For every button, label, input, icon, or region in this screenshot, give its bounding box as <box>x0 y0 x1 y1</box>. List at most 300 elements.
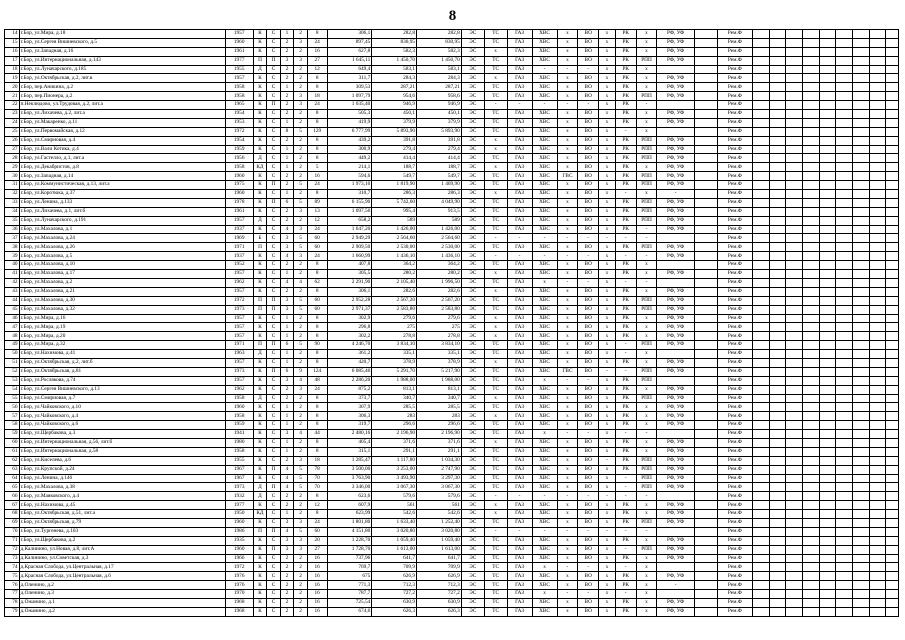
table-cell <box>869 118 886 127</box>
table-cell: х <box>599 261 616 270</box>
table-cell: С <box>267 518 281 527</box>
table-cell: РПП <box>636 394 657 403</box>
table-cell: 54 <box>5 385 20 394</box>
table-cell <box>694 118 717 127</box>
table-cell: 1961 <box>225 47 253 56</box>
table-cell: РПП <box>636 545 657 554</box>
table-cell: ЭС <box>461 563 484 572</box>
table-cell: ЭС <box>461 581 484 590</box>
table-cell <box>836 172 853 181</box>
table-cell <box>869 207 886 216</box>
table-cell: - <box>615 278 636 287</box>
table-cell <box>869 65 886 74</box>
table-cell <box>836 296 853 305</box>
table-cell: 582,3 <box>372 47 417 56</box>
table-cell <box>819 465 836 474</box>
table-cell <box>869 492 886 501</box>
table-cell <box>694 270 717 279</box>
table-cell <box>869 154 886 163</box>
table-cell <box>753 483 770 492</box>
table-cell <box>836 456 853 465</box>
table-cell <box>769 92 786 101</box>
table-cell: х <box>599 92 616 101</box>
table-cell: 1 <box>280 30 294 39</box>
table-cell: С <box>267 510 281 519</box>
table-cell <box>852 350 869 359</box>
table-cell <box>753 412 770 421</box>
table-cell: х <box>599 314 616 323</box>
table-cell: 63 <box>5 465 20 474</box>
table-cell <box>852 536 869 545</box>
table-cell <box>769 412 786 421</box>
table-cell: ГАЗ <box>507 92 532 101</box>
table-cell: ТС <box>484 181 507 190</box>
table-cell <box>852 430 869 439</box>
table-cell: 3 <box>280 430 294 439</box>
table-cell <box>753 216 770 225</box>
table-cell <box>819 136 836 145</box>
table-cell <box>886 163 899 172</box>
table-cell <box>694 163 717 172</box>
table-cell: х <box>599 198 616 207</box>
table-cell: 2 <box>294 590 308 599</box>
table-cell <box>753 127 770 136</box>
table-cell: х <box>557 412 578 421</box>
table-cell: РФ, УФ <box>657 367 694 376</box>
table-cell: ГАЗ <box>507 56 532 65</box>
table-cell: 1957 <box>225 314 253 323</box>
table-cell: 3 <box>294 101 308 110</box>
table-cell <box>769 421 786 430</box>
table-cell <box>786 38 803 47</box>
table-cell: РПП <box>636 296 657 305</box>
table-cell: ЭС <box>461 438 484 447</box>
table-cell: - <box>615 234 636 243</box>
table-cell <box>869 465 886 474</box>
table-cell: 279,4 <box>417 145 462 154</box>
table-cell: РФ, УФ <box>657 447 694 456</box>
table-cell: г.Бор, ул.Ленина, д.146 <box>19 474 225 483</box>
table-cell: г.Бор, ул.Вали Котика, д.4 <box>19 145 225 154</box>
table-cell <box>869 127 886 136</box>
table-cell <box>786 296 803 305</box>
table-cell <box>769 447 786 456</box>
table-cell <box>694 314 717 323</box>
table-cell <box>836 492 853 501</box>
table-cell: 3 <box>280 243 294 252</box>
table-cell: Д <box>253 65 267 74</box>
table-cell: 2 <box>294 83 308 92</box>
table-row <box>5 438 899 447</box>
table-cell: 2 <box>280 599 294 608</box>
table-cell: 371,6 <box>417 438 462 447</box>
table-cell: х <box>599 358 616 367</box>
table-cell: 3 <box>280 56 294 65</box>
table-cell <box>869 572 886 581</box>
table-cell: 3 020,80 <box>372 527 417 536</box>
table-cell: г.Бор, ул.Макаренко, д.11 <box>19 118 225 127</box>
table-cell <box>819 287 836 296</box>
table-cell: 59 <box>5 430 20 439</box>
table-cell: 42 <box>5 278 20 287</box>
table-cell: К <box>253 101 267 110</box>
table-cell <box>803 172 820 181</box>
table-cell: ЭС <box>461 536 484 545</box>
table-cell: 287,21 <box>417 83 462 92</box>
table-cell: ЭС <box>461 252 484 261</box>
table-cell: 1959 <box>225 421 253 430</box>
table-cell: 1954 <box>225 110 253 119</box>
table-cell <box>836 510 853 519</box>
table-cell: 306,3 <box>327 412 372 421</box>
table-cell <box>786 536 803 545</box>
table-cell: К <box>253 110 267 119</box>
table-cell: ГАЗ <box>507 198 532 207</box>
table-cell <box>836 136 853 145</box>
table-cell <box>836 376 853 385</box>
table-cell <box>753 323 770 332</box>
table-cell <box>819 252 836 261</box>
table-cell <box>819 190 836 199</box>
table-cell: 1932 <box>225 492 253 501</box>
table-cell: РК <box>615 296 636 305</box>
table-cell <box>886 92 899 101</box>
table-cell: КД <box>253 163 267 172</box>
table-cell: 8 <box>307 510 327 519</box>
table-cell <box>869 590 886 599</box>
table-cell: ЭС <box>461 110 484 119</box>
table-cell: П <box>267 545 281 554</box>
table-cell: ВО <box>578 412 599 421</box>
table-cell <box>694 136 717 145</box>
table-cell: РФ, УФ <box>657 465 694 474</box>
table-cell: РК <box>615 518 636 527</box>
table-cell <box>869 110 886 119</box>
table-cell: 8 <box>307 118 327 127</box>
table-cell: ТС <box>484 376 507 385</box>
table-cell: С <box>267 74 281 83</box>
table-cell: 24 <box>307 101 327 110</box>
table-cell: х <box>636 358 657 367</box>
table-cell: Рем.Ф <box>717 278 752 287</box>
table-cell: ВО <box>578 145 599 154</box>
table-cell <box>869 563 886 572</box>
table-cell: х <box>484 270 507 279</box>
table-cell: 5 <box>294 234 308 243</box>
table-cell: К <box>253 145 267 154</box>
table-cell: ТС <box>484 350 507 359</box>
table-cell: 6 085,46 <box>327 367 372 376</box>
table-cell: С <box>267 403 281 412</box>
table-cell: С <box>267 92 281 101</box>
table-cell: 2 <box>294 554 308 563</box>
table-cell: 275 <box>372 323 417 332</box>
table-cell <box>886 438 899 447</box>
table-cell: РФ, УФ <box>657 421 694 430</box>
table-cell <box>657 278 694 287</box>
table-cell: ХВС <box>532 225 557 234</box>
table-cell <box>786 110 803 119</box>
table-row <box>5 394 899 403</box>
table-cell: РФ, УФ <box>657 599 694 608</box>
table-cell: х <box>599 278 616 287</box>
table-cell: ХВС <box>532 350 557 359</box>
table-cell: С <box>267 394 281 403</box>
table-cell <box>753 385 770 394</box>
table-cell: ГАЗ <box>507 74 532 83</box>
table-cell: РК <box>615 56 636 65</box>
table-cell <box>753 492 770 501</box>
table-cell: 1973 <box>225 367 253 376</box>
table-cell <box>886 474 899 483</box>
table-cell: 14 <box>5 30 20 39</box>
table-cell: - <box>557 234 578 243</box>
table-cell: Рем.Ф <box>717 172 752 181</box>
table-row <box>5 101 899 110</box>
table-cell: 5 <box>294 527 308 536</box>
table-cell: 1 035,40 <box>327 101 372 110</box>
table-cell: х <box>557 225 578 234</box>
table-cell: 641,7 <box>417 554 462 563</box>
table-cell: ГАЗ <box>507 225 532 234</box>
table-cell: х <box>557 243 578 252</box>
table-row <box>5 136 899 145</box>
table-cell <box>886 350 899 359</box>
table-cell: х <box>599 599 616 608</box>
table-cell <box>869 252 886 261</box>
table-cell: 41 <box>5 270 20 279</box>
table-cell: РПП <box>636 483 657 492</box>
table-cell: 2 <box>280 261 294 270</box>
table-cell <box>753 367 770 376</box>
table-cell: ХВС <box>532 536 557 545</box>
table-cell <box>786 74 803 83</box>
table-cell: ГАЗ <box>507 545 532 554</box>
table-cell: 1960 <box>225 38 253 47</box>
table-cell: 8 <box>307 83 327 92</box>
table-cell: 27 <box>307 56 327 65</box>
table-cell: С <box>267 118 281 127</box>
table-cell: 3 763,90 <box>327 474 372 483</box>
table-row <box>5 323 899 332</box>
table-cell <box>803 145 820 154</box>
table-cell: 8 <box>307 394 327 403</box>
table-cell <box>852 65 869 74</box>
table-cell <box>769 590 786 599</box>
table-cell: х <box>599 270 616 279</box>
table-cell: С <box>267 332 281 341</box>
table-cell: ВО <box>578 545 599 554</box>
table-cell: х <box>599 465 616 474</box>
table-cell: - <box>578 65 599 74</box>
table-cell: 279,4 <box>372 145 417 154</box>
table-cell: РК <box>615 314 636 323</box>
table-cell: д.Калинино, ул.Советская, д.3 <box>19 554 225 563</box>
table-cell: 623,99 <box>327 510 372 519</box>
table-cell: Рем.Ф <box>717 101 752 110</box>
table-cell <box>819 127 836 136</box>
table-cell: - <box>615 492 636 501</box>
table-cell: С <box>267 438 281 447</box>
table-cell: 8 <box>307 421 327 430</box>
table-cell: ТС <box>484 421 507 430</box>
table-cell: 68 <box>5 510 20 519</box>
table-cell: П <box>253 527 267 536</box>
table-cell: 70 <box>5 527 20 536</box>
table-cell: ЭС <box>461 350 484 359</box>
table-cell <box>769 127 786 136</box>
table-cell: ВО <box>578 554 599 563</box>
table-cell: г.Бор, ул.Мира, д.19 <box>19 323 225 332</box>
table-cell: ХВС <box>532 56 557 65</box>
table-cell: 1957 <box>225 358 253 367</box>
table-cell <box>836 30 853 39</box>
table-cell: 4 <box>280 252 294 261</box>
table-cell <box>769 358 786 367</box>
table-cell <box>753 261 770 270</box>
table-cell: 1957 <box>225 30 253 39</box>
table-cell <box>803 323 820 332</box>
table-cell: 1935 <box>225 536 253 545</box>
table-cell: К <box>253 47 267 56</box>
table-cell: 1955 <box>225 65 253 74</box>
table-cell: ТС <box>484 30 507 39</box>
table-cell: ВО <box>578 518 599 527</box>
table-cell <box>803 287 820 296</box>
table-cell: К <box>253 136 267 145</box>
table-cell <box>819 572 836 581</box>
table-cell <box>803 47 820 56</box>
table-cell: 60 <box>307 527 327 536</box>
table-cell: С <box>267 47 281 56</box>
table-cell: г.Бор, ул.Сергея Вишневского, д.5 <box>19 38 225 47</box>
table-cell: - <box>599 492 616 501</box>
table-cell <box>819 438 836 447</box>
table-cell <box>769 545 786 554</box>
table-cell: 1957 <box>225 332 253 341</box>
table-cell: Рем.Ф <box>717 332 752 341</box>
table-cell: 29 <box>5 163 20 172</box>
table-cell <box>869 412 886 421</box>
table-cell: РПП <box>636 243 657 252</box>
table-cell: х <box>557 421 578 430</box>
table-cell: ХВС <box>532 216 557 225</box>
table-cell: г.Бор, ул.Чайковского, д.4 <box>19 412 225 421</box>
table-cell: К <box>253 181 267 190</box>
table-cell: 1 633,40 <box>372 518 417 527</box>
table-cell: РФ, УФ <box>657 243 694 252</box>
table-cell: 2 291,90 <box>327 278 372 287</box>
table-cell: 2 <box>294 314 308 323</box>
table-cell: 373,7 <box>327 394 372 403</box>
table-cell: х <box>599 145 616 154</box>
table-cell <box>886 30 899 39</box>
table-cell <box>836 430 853 439</box>
table-cell: ГАЗ <box>507 110 532 119</box>
table-cell: С <box>267 252 281 261</box>
table-cell <box>769 101 786 110</box>
table-cell: ВО <box>578 581 599 590</box>
table-row <box>5 376 899 385</box>
table-cell <box>819 314 836 323</box>
table-row <box>5 554 899 563</box>
table-cell: х <box>484 412 507 421</box>
table-cell: 2 <box>280 38 294 47</box>
table-cell: ХВС <box>532 172 557 181</box>
table-row <box>5 47 899 56</box>
table-cell <box>852 38 869 47</box>
table-cell: С <box>267 314 281 323</box>
table-cell: К <box>253 465 267 474</box>
table-cell: ХВС <box>532 83 557 92</box>
table-cell: 2 564,60 <box>417 234 462 243</box>
table-cell <box>852 358 869 367</box>
table-cell: РФ, УФ <box>657 47 694 56</box>
table-cell: ВО <box>578 56 599 65</box>
table-cell: 58 <box>5 421 20 430</box>
table-cell <box>836 607 853 616</box>
table-cell <box>852 30 869 39</box>
table-cell: х <box>557 207 578 216</box>
table-cell: РК <box>615 501 636 510</box>
table-cell <box>769 305 786 314</box>
table-cell: 2 <box>294 145 308 154</box>
table-cell: 24 <box>307 385 327 394</box>
table-cell: 18 <box>307 456 327 465</box>
table-cell: 2 583,80 <box>372 305 417 314</box>
table-cell: х <box>599 207 616 216</box>
table-cell: 1 660,99 <box>327 252 372 261</box>
table-cell: 2 <box>294 270 308 279</box>
table-cell: С <box>267 234 281 243</box>
table-cell: х <box>636 323 657 332</box>
table-cell: ЭС <box>461 447 484 456</box>
table-cell: К <box>253 545 267 554</box>
table-cell: ВО <box>578 465 599 474</box>
table-cell: х <box>557 198 578 207</box>
table-cell: ГАЗ <box>507 190 532 199</box>
table-cell: х <box>636 501 657 510</box>
table-cell: 280,2 <box>372 270 417 279</box>
table-cell <box>769 536 786 545</box>
table-cell: Рем.Ф <box>717 47 752 56</box>
table-cell: 658,2 <box>327 216 372 225</box>
table-cell <box>786 101 803 110</box>
table-cell <box>694 145 717 154</box>
table-cell: 60 <box>307 243 327 252</box>
table-cell <box>786 332 803 341</box>
table-cell: С <box>267 287 281 296</box>
table-cell <box>886 341 899 350</box>
table-cell: 287,21 <box>372 83 417 92</box>
table-cell <box>886 154 899 163</box>
table-cell: 813,1 <box>417 385 462 394</box>
table-cell: 378,9 <box>372 358 417 367</box>
table-cell: - <box>636 234 657 243</box>
table-cell: 2 <box>280 501 294 510</box>
table-cell <box>852 314 869 323</box>
table-cell <box>753 252 770 261</box>
table-cell <box>769 341 786 350</box>
table-row <box>5 216 899 225</box>
table-cell: ТС <box>484 225 507 234</box>
table-cell <box>803 74 820 83</box>
table-cell: ЭС <box>461 30 484 39</box>
table-cell <box>819 563 836 572</box>
table-cell <box>886 270 899 279</box>
table-cell <box>869 261 886 270</box>
table-cell <box>819 341 836 350</box>
